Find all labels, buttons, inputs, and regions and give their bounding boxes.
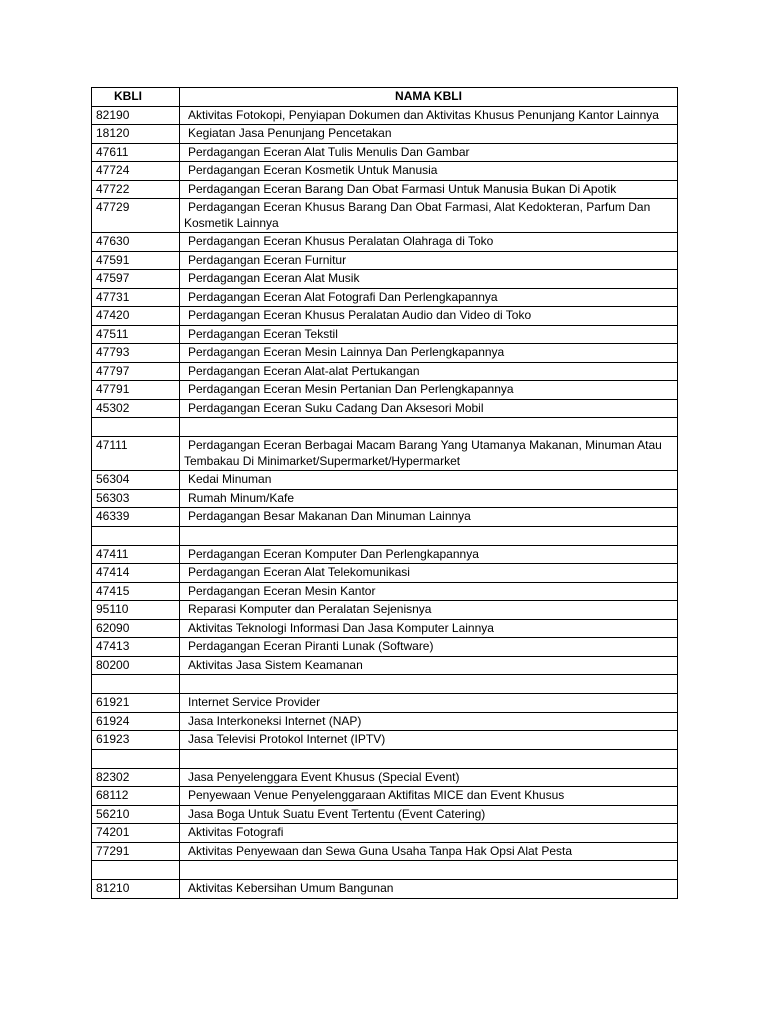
header-nama-kbli: NAMA KBLI: [180, 88, 678, 107]
kbli-code-cell: 18120: [92, 125, 180, 144]
table-row: [92, 125, 678, 144]
table-row: [92, 638, 678, 657]
kbli-code-cell: 80200: [92, 656, 180, 675]
table-row: [92, 787, 678, 806]
kbli-name-cell: Kedai Minuman: [180, 471, 678, 490]
kbli-code-cell: [92, 675, 180, 694]
kbli-code-cell: 95110: [92, 601, 180, 620]
kbli-code-cell: 47597: [92, 270, 180, 289]
table-row: [92, 805, 678, 824]
table-row: [92, 731, 678, 750]
kbli-code-cell: 62090: [92, 619, 180, 638]
table-row: [92, 582, 678, 601]
table-row: [92, 381, 678, 400]
table-row: [92, 199, 678, 233]
kbli-name-cell: Jasa Boga Untuk Suatu Event Tertentu (Event Catering): [180, 805, 678, 824]
kbli-name-cell: Perdagangan Eceran Piranti Lunak (Software): [180, 638, 678, 657]
table-row: [92, 143, 678, 162]
kbli-name-cell: [180, 749, 678, 768]
table-row: [92, 106, 678, 125]
table-row: [92, 307, 678, 326]
kbli-code-cell: 47414: [92, 564, 180, 583]
kbli-code-cell: [92, 861, 180, 880]
kbli-name-cell: [180, 861, 678, 880]
table-row: [92, 344, 678, 363]
table-row: [92, 656, 678, 675]
kbli-name-cell: Perdagangan Eceran Mesin Lainnya Dan Perlengkapannya: [180, 344, 678, 363]
kbli-name-cell: Perdagangan Eceran Tekstil: [180, 325, 678, 344]
kbli-code-cell: 47511: [92, 325, 180, 344]
kbli-name-cell: Perdagangan Eceran Mesin Kantor: [180, 582, 678, 601]
kbli-code-cell: [92, 526, 180, 545]
kbli-code-cell: 47611: [92, 143, 180, 162]
table-row: [92, 270, 678, 289]
kbli-code-cell: 68112: [92, 787, 180, 806]
kbli-code-cell: 47411: [92, 545, 180, 564]
kbli-code-cell: [92, 749, 180, 768]
kbli-name-cell: Perdagangan Eceran Furnitur: [180, 251, 678, 270]
table-row: [92, 288, 678, 307]
kbli-name-cell: Perdagangan Besar Makanan Dan Minuman Lainnya: [180, 508, 678, 527]
table-row: [92, 768, 678, 787]
table-row: [92, 508, 678, 527]
table-header: [92, 88, 678, 107]
table-row: [92, 471, 678, 490]
kbli-code-cell: 47415: [92, 582, 180, 601]
kbli-code-cell: 56210: [92, 805, 180, 824]
kbli-code-cell: 47797: [92, 362, 180, 381]
kbli-code-cell: 47111: [92, 437, 180, 471]
kbli-name-cell: Perdagangan Eceran Berbagai Macam Barang Yang Utamanya Makanan, Minuman Atau Tembakau Di Minimarket/Supermarket/Hypermarket: [180, 437, 678, 471]
kbli-code-cell: 56303: [92, 489, 180, 508]
kbli-name-cell: Aktivitas Jasa Sistem Keamanan: [180, 656, 678, 675]
table-row: [92, 418, 678, 437]
kbli-code-cell: 61921: [92, 694, 180, 713]
kbli-name-cell: Perdagangan Eceran Suku Cadang Dan Aksesori Mobil: [180, 399, 678, 418]
kbli-code-cell: 47630: [92, 233, 180, 252]
kbli-code-cell: 47791: [92, 381, 180, 400]
kbli-code-cell: 47724: [92, 162, 180, 181]
kbli-name-cell: Jasa Televisi Protokol Internet (IPTV): [180, 731, 678, 750]
kbli-name-cell: Perdagangan Eceran Khusus Peralatan Audio dan Video di Toko: [180, 307, 678, 326]
table-row: [92, 675, 678, 694]
table-row: [92, 325, 678, 344]
kbli-name-cell: Perdagangan Eceran Khusus Peralatan Olahraga di Toko: [180, 233, 678, 252]
table-row: [92, 526, 678, 545]
kbli-code-cell: 47420: [92, 307, 180, 326]
table-row: [92, 749, 678, 768]
kbli-name-cell: Perdagangan Eceran Mesin Pertanian Dan Perlengkapannya: [180, 381, 678, 400]
kbli-name-cell: Aktivitas Kebersihan Umum Bangunan: [180, 880, 678, 899]
table-row: [92, 251, 678, 270]
kbli-code-cell: 47722: [92, 180, 180, 199]
table-row: [92, 880, 678, 899]
kbli-code-cell: 56304: [92, 471, 180, 490]
kbli-name-cell: Aktivitas Fotokopi, Penyiapan Dokumen dan Aktivitas Khusus Penunjang Kantor Lainnya: [180, 106, 678, 125]
kbli-name-cell: Perdagangan Eceran Barang Dan Obat Farmasi Untuk Manusia Bukan Di Apotik: [180, 180, 678, 199]
header-kbli: KBLI: [92, 88, 180, 107]
kbli-code-cell: 47413: [92, 638, 180, 657]
kbli-name-cell: Perdagangan Eceran Komputer Dan Perlengkapannya: [180, 545, 678, 564]
kbli-name-cell: Aktivitas Fotografi: [180, 824, 678, 843]
kbli-code-cell: 82190: [92, 106, 180, 125]
kbli-table: [91, 87, 678, 899]
table-row: [92, 842, 678, 861]
table-row: [92, 162, 678, 181]
table-row: [92, 399, 678, 418]
kbli-code-cell: [92, 418, 180, 437]
table-row: [92, 437, 678, 471]
kbli-name-cell: Penyewaan Venue Penyelenggaraan Aktifitas MICE dan Event Khusus: [180, 787, 678, 806]
kbli-code-cell: 47793: [92, 344, 180, 363]
kbli-name-cell: Perdagangan Eceran Alat Telekomunikasi: [180, 564, 678, 583]
table-row: [92, 861, 678, 880]
kbli-code-cell: 45302: [92, 399, 180, 418]
kbli-name-cell: Internet Service Provider: [180, 694, 678, 713]
table-row: [92, 362, 678, 381]
kbli-code-cell: 47731: [92, 288, 180, 307]
kbli-name-cell: Jasa Interkoneksi Internet (NAP): [180, 712, 678, 731]
kbli-name-cell: Kegiatan Jasa Penunjang Pencetakan: [180, 125, 678, 144]
kbli-code-cell: 46339: [92, 508, 180, 527]
kbli-code-cell: 81210: [92, 880, 180, 899]
table-row: [92, 601, 678, 620]
kbli-name-cell: Aktivitas Teknologi Informasi Dan Jasa Komputer Lainnya: [180, 619, 678, 638]
kbli-code-cell: 47729: [92, 199, 180, 233]
table-row: [92, 489, 678, 508]
kbli-name-cell: Perdagangan Eceran Alat Musik: [180, 270, 678, 289]
table-row: [92, 824, 678, 843]
kbli-name-cell: [180, 526, 678, 545]
table-row: [92, 233, 678, 252]
kbli-name-cell: [180, 675, 678, 694]
kbli-name-cell: Perdagangan Eceran Khusus Barang Dan Obat Farmasi, Alat Kedokteran, Parfum Dan Kosmetik Lainnya: [180, 199, 678, 233]
kbli-code-cell: 47591: [92, 251, 180, 270]
kbli-name-cell: Rumah Minum/Kafe: [180, 489, 678, 508]
table-row: [92, 694, 678, 713]
kbli-code-cell: 61924: [92, 712, 180, 731]
table-row: [92, 619, 678, 638]
table-row: [92, 564, 678, 583]
kbli-name-cell: Perdagangan Eceran Alat Tulis Menulis Dan Gambar: [180, 143, 678, 162]
kbli-code-cell: 61923: [92, 731, 180, 750]
kbli-name-cell: Perdagangan Eceran Kosmetik Untuk Manusia: [180, 162, 678, 181]
kbli-name-cell: [180, 418, 678, 437]
kbli-name-cell: Aktivitas Penyewaan dan Sewa Guna Usaha Tanpa Hak Opsi Alat Pesta: [180, 842, 678, 861]
kbli-name-cell: Reparasi Komputer dan Peralatan Sejenisnya: [180, 601, 678, 620]
kbli-code-cell: 74201: [92, 824, 180, 843]
table-body: [92, 106, 678, 898]
header-row: [92, 88, 678, 107]
kbli-name-cell: Perdagangan Eceran Alat-alat Pertukangan: [180, 362, 678, 381]
table-row: [92, 712, 678, 731]
kbli-code-cell: 77291: [92, 842, 180, 861]
kbli-name-cell: Jasa Penyelenggara Event Khusus (Special Event): [180, 768, 678, 787]
kbli-code-cell: 82302: [92, 768, 180, 787]
table-row: [92, 545, 678, 564]
table-row: [92, 180, 678, 199]
kbli-name-cell: Perdagangan Eceran Alat Fotografi Dan Perlengkapannya: [180, 288, 678, 307]
